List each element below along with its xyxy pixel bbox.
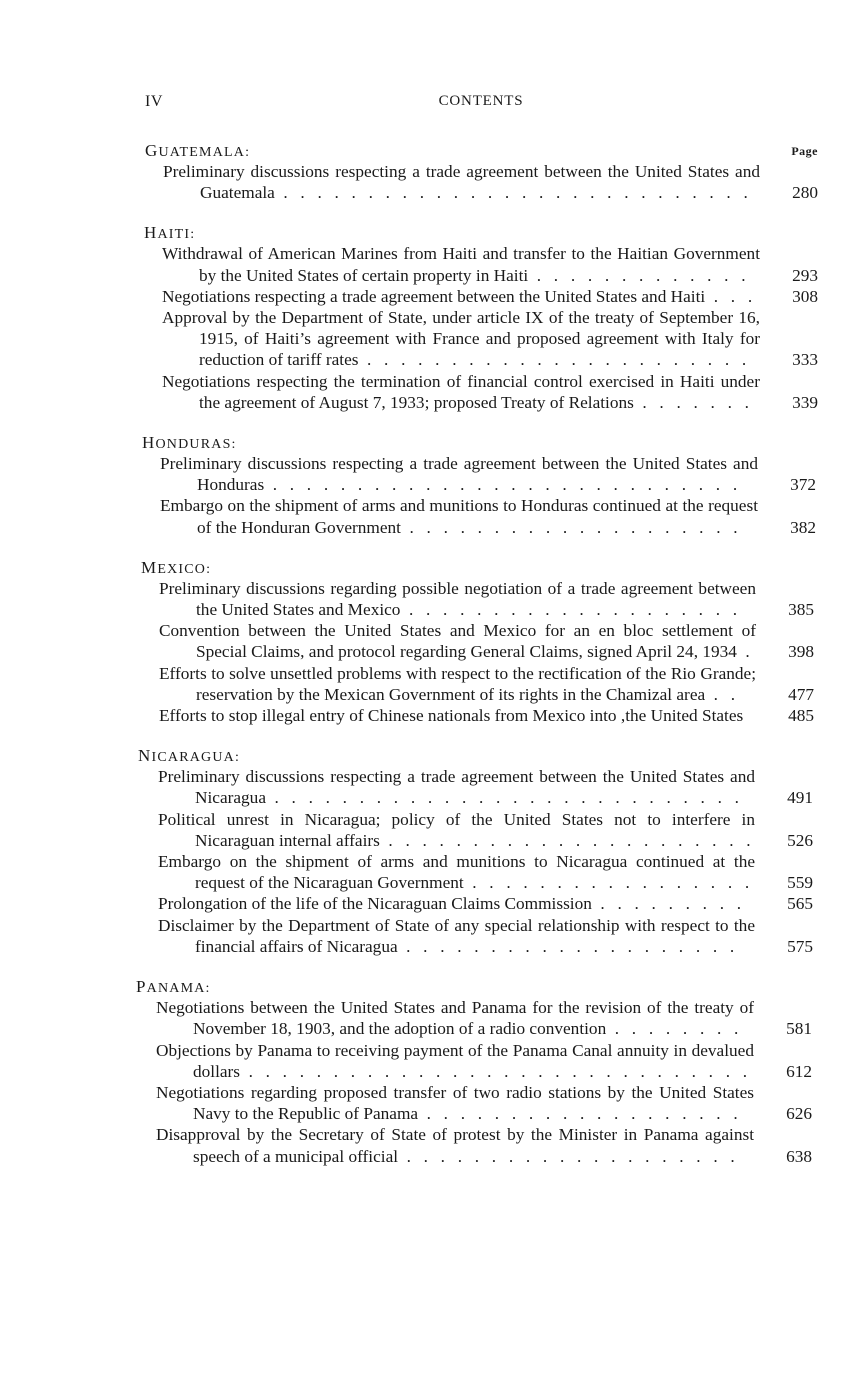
toc-entry[interactable]	[159, 578, 814, 620]
dot-leader: . . . . . . . . . . . . . . . . . . . . . . . . . . . .	[264, 475, 742, 495]
country-heading: NICARAGUA:	[138, 746, 241, 766]
section-header	[0, 222, 855, 243]
dot-leader: . . . . . . .	[633, 392, 754, 412]
section	[0, 140, 855, 203]
entry-title: Objections by Panama to receiving payment of the Panama Canal annuity in devalued dollars	[156, 1040, 754, 1081]
running-header	[145, 93, 817, 117]
entry-title: Embargo on the shipment of arms and munitions to Nicaragua continued at the request of the Nicaraguan Government	[158, 852, 755, 893]
entry-page-number: 308	[792, 286, 818, 306]
toc-entry[interactable]	[162, 243, 818, 285]
dot-leader: . . . . . . . . . . . . . . . . . . . .	[398, 1146, 739, 1166]
section-header	[0, 745, 855, 766]
entry-title: Preliminary discussions regarding possible negotiation of a trade agreement between the United States and Mexico	[159, 578, 756, 620]
entry-title: Preliminary discussions respecting a trade agreement between the United States and Honduras	[160, 454, 758, 495]
country-heading: PANAMA:	[136, 977, 211, 997]
entry-page-number: 491	[787, 788, 813, 808]
contents-list	[0, 140, 855, 1186]
toc-entry[interactable]	[159, 620, 814, 662]
toc-entry[interactable]	[156, 1124, 812, 1166]
toc-entry[interactable]	[158, 766, 813, 808]
entry-title: Efforts to solve unsettled problems with respect to the rectification of the Rio Grande; reservation by the Mexican Government of its rights in the Chamizal area	[159, 663, 756, 704]
entry-page-number: 333	[792, 350, 818, 370]
section	[0, 432, 855, 538]
toc-entry[interactable]	[160, 453, 816, 495]
page-number: IV	[145, 93, 163, 110]
entry-page-number: 581	[786, 1019, 812, 1039]
section	[0, 976, 855, 1167]
country-heading: HAITI:	[144, 223, 196, 243]
page-title: CONTENTS	[438, 93, 524, 109]
dot-leader: . . . . . . . . . . . . . . . . . . . . . . .	[358, 350, 751, 370]
dot-leader: . . . . . . . . . . . . . . . . . . . . . .	[379, 830, 755, 850]
toc-entry[interactable]	[159, 663, 814, 705]
toc-entry[interactable]	[162, 286, 818, 307]
dot-leader: . . . . . . . . . . . . . . . . . . . . . . . . . . . .	[274, 183, 752, 203]
entry-page-number: 626	[786, 1104, 812, 1124]
entry-title: Approval by the Department of State, under article IX of the treaty of September 16, 1915, of Haiti’s agreement with France and proposed agreement with Italy for reduction of tariff rates	[162, 308, 760, 370]
section-header	[0, 432, 855, 453]
section-header	[0, 140, 855, 161]
section-header	[0, 976, 855, 997]
toc-entry[interactable]	[158, 893, 813, 914]
dot-leader: . . . . . . . . . . . . . . . . . . . .	[397, 936, 739, 956]
entry-title: Negotiations respecting the termination of financial control exercised in Haiti under the agreement of August 7, 1933; proposed Treaty of Relations	[162, 371, 760, 412]
dot-leader: . . . . . . . . . . . . . . . . . . . . . . . . . . . . . .	[240, 1061, 752, 1081]
section	[0, 745, 855, 957]
dot-leader: . . . . . . . . . . . . . . . . .	[463, 873, 754, 893]
entry-title: Disapproval by the Secretary of State of protest by the Minister in Panama against speech of a municipal official	[156, 1125, 754, 1166]
entry-title: Disclaimer by the Department of State of any special relationship with respect to the financial affairs of Nicaragua	[158, 915, 755, 956]
entry-title: Negotiations between the United States and Panama for the revision of the treaty of November 18, 1903, and the adoption of a radio convention	[156, 998, 754, 1039]
entry-page-number: 382	[790, 517, 816, 537]
toc-entry[interactable]	[162, 371, 818, 413]
page-column-label: Page	[791, 144, 818, 158]
toc-entry[interactable]	[158, 851, 813, 893]
entry-title: Negotiations respecting a trade agreement between the United States and Haiti	[162, 286, 706, 306]
section	[0, 557, 855, 726]
entry-page-number: 638	[786, 1146, 812, 1166]
section-header	[0, 557, 855, 578]
entry-title: Efforts to stop illegal entry of Chinese nationals from Mexico into ,the United States	[159, 706, 744, 726]
entry-title: Preliminary discussions respecting a trade agreement between the United States and Nicaragua	[158, 767, 755, 808]
section	[0, 222, 855, 413]
dot-leader: .	[736, 642, 754, 662]
toc-entry[interactable]	[163, 161, 818, 203]
entry-title: Preliminary discussions respecting a trade agreement between the United States and Guatemala	[163, 162, 760, 203]
entry-page-number: 477	[788, 684, 814, 704]
entry-page-number: 280	[792, 183, 818, 203]
entry-page-number: 559	[787, 873, 813, 893]
entry-title: Embargo on the shipment of arms and munitions to Honduras continued at the request of the Honduran Government	[160, 496, 758, 537]
entry-title: Prolongation of the life of the Nicaraguan Claims Commission	[158, 894, 592, 914]
toc-entry[interactable]	[156, 997, 812, 1039]
entry-title: Withdrawal of American Marines from Haiti and transfer to the Haitian Government by the United States of certain property in Haiti	[162, 244, 760, 285]
entry-title: Convention between the United States and Mexico for an en bloc settlement of Special Claims, and protocol regarding General Claims, signed April 24, 1934	[159, 621, 756, 662]
toc-entry[interactable]	[158, 915, 813, 957]
entry-page-number: 612	[786, 1061, 812, 1081]
dot-leader: . . . . . . . . . . . . . . . . . . . . . . . . . . . .	[266, 788, 744, 808]
toc-entry[interactable]	[159, 705, 814, 726]
entry-page-number: 398	[788, 642, 814, 662]
dot-leader: . . . . . . . . . . . . . . . . . . .	[418, 1104, 742, 1124]
entry-page-number: 339	[792, 392, 818, 412]
country-heading: MEXICO:	[141, 557, 212, 577]
entry-page-number: 526	[787, 830, 813, 850]
dot-leader: . . .	[705, 286, 757, 306]
entry-page-number: 372	[790, 475, 816, 495]
toc-entry[interactable]	[156, 1082, 812, 1124]
dot-leader: . . . . . . . . . . . . . . . . . . . .	[400, 600, 742, 620]
toc-entry[interactable]	[158, 809, 813, 851]
dot-leader: . . . . . . . . .	[591, 894, 746, 914]
country-heading: HONDURAS:	[142, 433, 237, 453]
entry-page-number: 575	[787, 936, 813, 956]
toc-entry[interactable]	[156, 1040, 812, 1082]
dot-leader: . . . . . . . . . . . . .	[528, 265, 750, 285]
entry-title: Negotiations regarding proposed transfer of two radio stations by the United States Navy to the Republic of Panama	[156, 1082, 754, 1124]
entry-title: Political unrest in Nicaragua; policy of the United States not to interfere in Nicaraguan internal affairs	[158, 809, 755, 850]
entry-page-number: 385	[788, 600, 814, 620]
toc-entry[interactable]	[160, 495, 816, 537]
dot-leader: . . . . . . . . . . . . . . . . . . . .	[400, 517, 742, 537]
entry-page-number: 293	[792, 265, 818, 285]
toc-entry[interactable]	[162, 307, 818, 371]
entry-page-number: 485	[788, 706, 814, 726]
entry-page-number: 565	[787, 894, 813, 914]
dot-leader: . . . . . . . .	[606, 1019, 743, 1039]
country-heading: GUATEMALA:	[145, 141, 251, 160]
dot-leader: . .	[705, 684, 740, 704]
